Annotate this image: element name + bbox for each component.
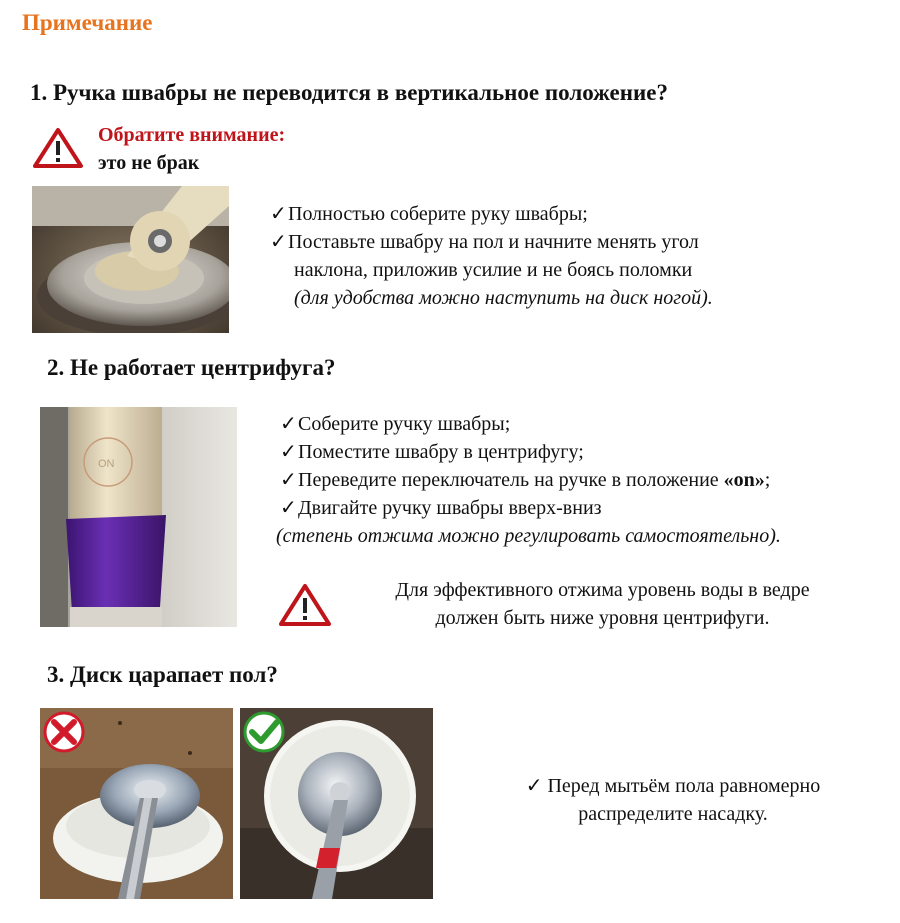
checkmark-icon: ✓ [270,203,287,225]
checkmark-icon: ✓ [280,441,297,463]
section2-warning: Для эффективного отжима уровень воды в ведре должен быть ниже уровня центрифуги. [395,579,810,629]
checkmark-icon: ✓ [280,469,297,491]
section1-note: (для удобства можно наступить на диск ногой). [294,287,713,309]
section3-title: 3. Диск царапает пол? [47,662,278,687]
section3-tip: ✓ Перед мытьём пола равномерно распределите насадку. [525,775,821,825]
section2-title: 2. Не работает центрифуга? [47,355,336,380]
list-item: ✓Поставьте швабру на пол и начните менять угол [270,228,713,256]
section2-steps [280,410,770,522]
mop-joint-photo [32,186,229,333]
list-item: ✓Переведите переключатель на ручке в положение «on»; [280,466,770,494]
warning-label: Обратите внимание: [98,124,286,146]
warning-text: это не брак [98,152,200,174]
warning-triangle-icon [32,126,84,170]
checkmark-icon: ✓ [525,775,543,797]
note-title: Примечание [22,10,153,35]
red-x-icon [42,710,86,754]
list-item: ✓Двигайте ручку швабры вверх-вниз [280,494,770,522]
checkmark-icon: ✓ [280,413,297,435]
list-item: ✓Поместите швабру в центрифугу; [280,438,770,466]
list-item: ✓Полностью соберите руку швабры; [270,200,713,228]
checkmark-icon: ✓ [280,497,297,519]
list-item: ✓Соберите ручку швабры; [280,410,770,438]
svg-text:ON: ON [98,458,115,470]
warning-triangle-icon [278,582,332,628]
section1-title: 1. Ручка швабры не переводится в вертикальное положение? [30,80,668,105]
checkmark-icon: ✓ [270,231,287,253]
green-check-icon [242,710,286,754]
wrong-mop-photo [40,708,233,899]
section2-note: (степень отжима можно регулировать самостоятельно). [276,525,781,547]
mop-handle-photo [40,407,237,627]
section1-steps [270,200,713,312]
list-item-continuation: наклона, приложив усилие и не боясь поломки [294,259,693,281]
right-mop-photo [240,708,433,899]
